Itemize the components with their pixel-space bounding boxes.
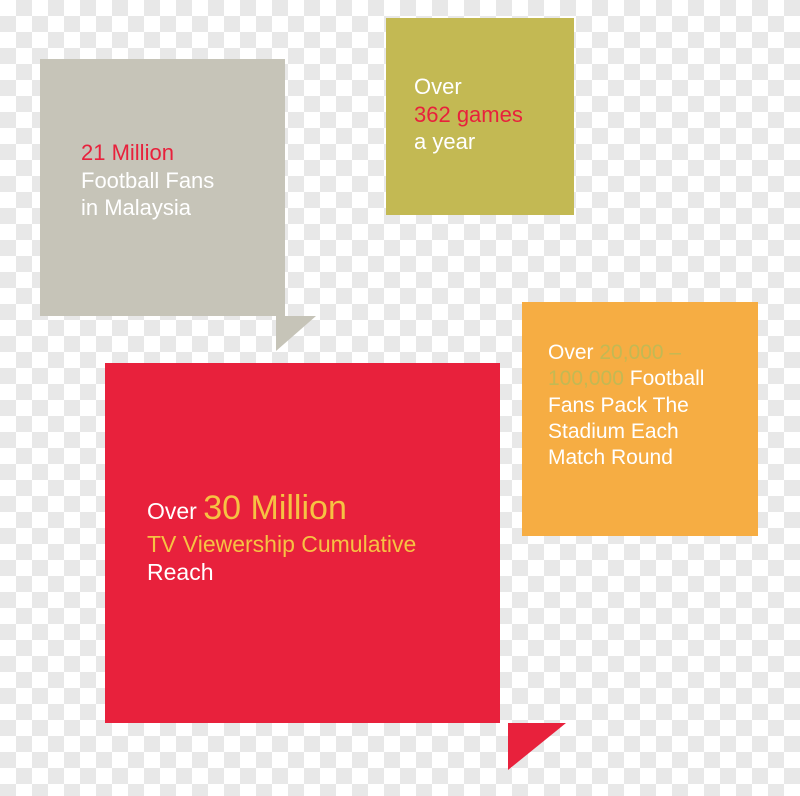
stat-line-2: Fans Pack The (548, 393, 689, 417)
stat-line-2: a year (414, 129, 476, 154)
bubble-text (147, 487, 492, 587)
stat-lead: Over (548, 341, 600, 364)
stat-line-1: Football Fans (81, 167, 215, 193)
stat-line-3: Stadium Each (548, 419, 679, 443)
stat-last-line: Reach (147, 559, 214, 586)
stat-highlight: 21 Million (81, 140, 174, 165)
bubble-text (414, 73, 569, 156)
stat-rest-1: Football (623, 367, 705, 391)
stat-headline: 30 Million (203, 489, 347, 527)
bubble-tv-viewership-reach (105, 363, 500, 723)
bubble-stadium-attendance (522, 302, 758, 536)
bubble-tail (508, 723, 566, 770)
stat-subline: TV Viewership Cumulative (147, 530, 417, 557)
stat-highlight-2: 100,000 (548, 367, 624, 391)
stat-line-2: in Malaysia (81, 195, 192, 220)
bubble-text (81, 139, 276, 222)
stat-line-4: Match Round (548, 446, 673, 469)
bubble-text (548, 340, 753, 471)
bubble-games-a-year (386, 18, 574, 215)
bubble-tail (276, 316, 316, 351)
stat-lead: Over (147, 498, 204, 524)
stat-lead: Over (414, 74, 462, 99)
bubble-football-fans-malaysia (40, 59, 285, 316)
stat-highlight: 362 games (414, 101, 523, 127)
stat-highlight-1: 20,000 – (599, 341, 682, 364)
